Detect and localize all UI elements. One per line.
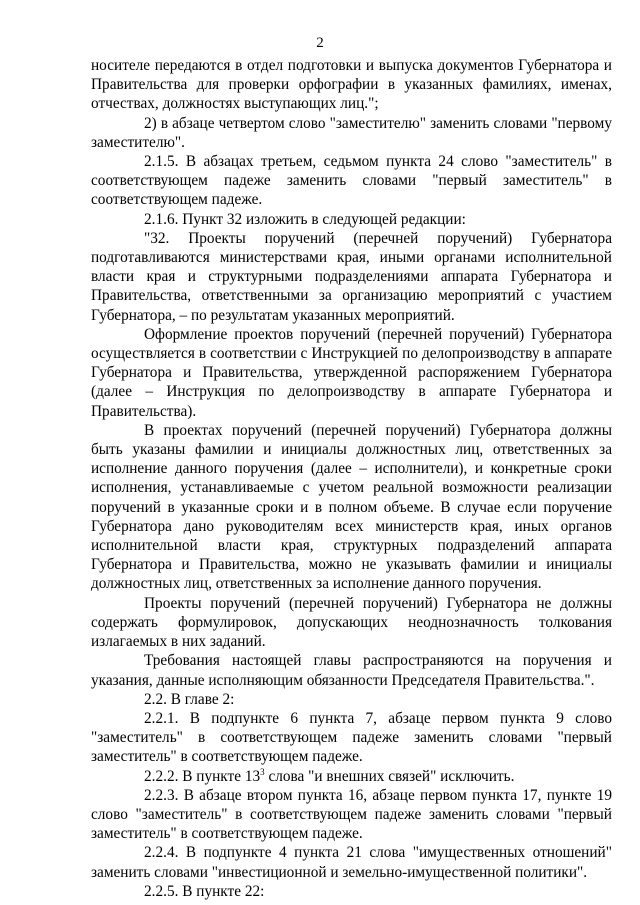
paragraph: 2.2.4. В подпункте 4 пункта 21 слова "имущественных отношений" заменить словами "инвестиционной и земельно-имущественной политики". — [91, 844, 612, 881]
paragraph: 2.2. В главе 2: — [144, 690, 235, 708]
paragraph-part: слова "и внешних связей" исключить. — [264, 767, 515, 785]
superscript: 3 — [260, 766, 265, 777]
paragraph-continuation: носителе передаются в отдел подготовки и выпуска документов Губернатора и Правительства для проверки орфографии в указанных фамилиях, именах, отчествах, должностях выступающих лиц."; — [91, 57, 612, 113]
paragraph-with-superscript — [91, 767, 612, 786]
paragraph: 2.2.3. В абзаце втором пункта 16, абзаце первом пункта 17, пункте 19 слово "заместитель" в соответствующем падеже заменить словами "первый заместитель" в соответствующем падеже. — [91, 786, 612, 843]
paragraph: 2.1.6. Пункт 32 изложить в следующей редакции: — [144, 210, 466, 228]
paragraph: 2.2.5. В пункте 22: — [144, 882, 265, 900]
paragraph: 2.1.5. В абзацах третьем, седьмом пункта 24 слово "заместитель" в соответствующем падеже заменить словами "первый заместитель" в соответствующем падеже. — [91, 153, 612, 209]
paragraph: 2) в абзаце четвертом слово "заместителю" заменить словами "первому заместителю". — [91, 114, 612, 151]
paragraph: "32. Проекты поручений (перечней поручений) Губернатора подготавливаются министерствами края, иными органами исполнительной власти края и структурными подразделениями аппарата Губернатора и Правительства, ответственными за организацию мероприятий с участием Губернатора, – по результатам указанных мероприятий. — [91, 229, 612, 324]
page-number: 2 — [316, 35, 324, 51]
paragraph: В проектах поручений (перечней поручений) Губернатора должны быть указаны фамилии и инициалы должностных лиц, ответственных за исполнение данного поручения (далее – исполнители), и конкретные сроки исполнения, устанавливаемые с учетом реальной возможности реализации поручений в указанные сроки и в полном объеме. В случае если поручение Губернатора дано руководителям всех министерств края, иных органов исполнительной власти края, структурных подразделений аппарата Губернатора и Правительства, можно не указывать фамилии и инициалы должностных лиц, ответственных за исполнение данного поручения. — [91, 421, 612, 593]
paragraph: 2.2.1. В подпункте 6 пункта 7, абзаце первом пункта 9 слово "заместитель" в соответствующем падеже заменить словами "первый заместитель" в соответствующем падеже. — [91, 709, 612, 766]
paragraph-part: 2.2.2. В пункте 13 — [144, 767, 261, 785]
paragraph: Требования настоящей главы распространяются на поручения и указания, данные исполняющим обязанности Председателя Правительства.". — [91, 652, 612, 689]
paragraph: Оформление проектов поручений (перечней поручений) Губернатора осуществляется в соответствии с Инструкцией по делопроизводству в аппарате Губернатора и Правительства, утвержденной распоряжением Губернатора (далее – Инструкция по делопроизводству в аппарате Губернатора и Правительства). — [91, 325, 612, 420]
paragraph: Проекты поручений (перечней поручений) Губернатора не должны содержать формулировок, допускающих неоднозначность толкования излагаемых в них заданий. — [91, 594, 612, 651]
document-body — [91, 56, 612, 901]
